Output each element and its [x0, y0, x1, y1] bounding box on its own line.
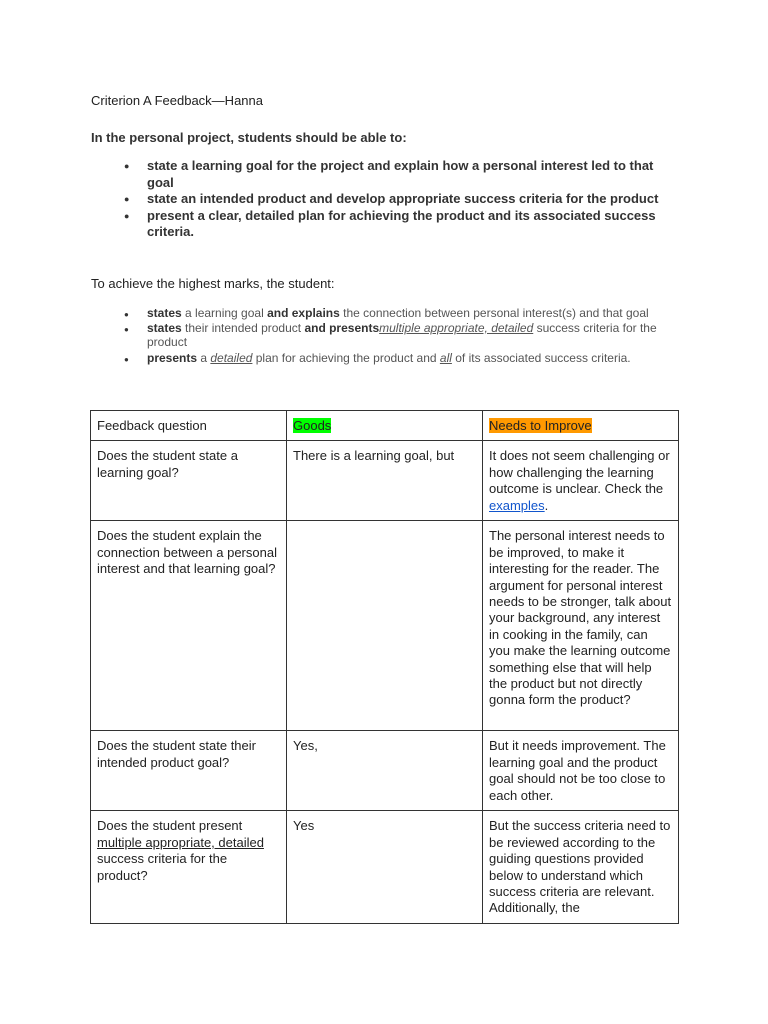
list-item: ● state a learning goal for the project and explain how a personal interest led to that goal: [120, 158, 680, 191]
table-row: [91, 441, 679, 521]
header-cell: Feedback question: [91, 411, 287, 441]
document-title: Criterion A Feedback—Hanna: [91, 93, 263, 108]
objectives-list: [120, 158, 680, 241]
table-cell: There is a learning goal, but: [287, 441, 483, 521]
list-item: ● presents a detailed plan for achieving the product and all of its associated success criteria.: [120, 351, 680, 366]
achieve-heading: To achieve the highest marks, the student:: [91, 276, 335, 291]
table-row: [91, 811, 679, 923]
table-cell: [287, 521, 483, 731]
header-cell: Goods: [287, 411, 483, 441]
list-item: ● states their intended product and presentsmultiple appropriate, detailed success criteria for the product: [120, 321, 680, 350]
table-cell: It does not seem challenging or how challenging the learning outcome is unclear. Check the examples.: [483, 441, 679, 521]
table-cell: Yes: [287, 811, 483, 923]
feedback-table: [90, 410, 679, 924]
table-header-row: [91, 411, 679, 441]
table-row: [91, 731, 679, 811]
table-cell: Does the student present multiple appropriate, detailed success criteria for the product?: [91, 811, 287, 923]
list-item: ● state an intended product and develop appropriate success criteria for the product: [120, 191, 680, 208]
list-item: ● present a clear, detailed plan for achieving the product and its associated success criteria.: [120, 208, 680, 241]
table-cell: Does the student explain the connection between a personal interest and that learning goal?: [91, 521, 287, 731]
table-cell: But the success criteria need to be reviewed according to the guiding questions provided below to understand which success criteria are relevant. Additionally, the: [483, 811, 679, 923]
table-cell: Yes,: [287, 731, 483, 811]
criteria-list: [120, 306, 680, 366]
intro-heading: In the personal project, students should be able to:: [91, 130, 407, 145]
table-cell: Does the student state their intended product goal?: [91, 731, 287, 811]
header-cell: Needs to Improve: [483, 411, 679, 441]
examples-link[interactable]: examples: [489, 497, 545, 513]
table-cell: Does the student state a learning goal?: [91, 441, 287, 521]
table-cell: But it needs improvement. The learning goal and the product goal should not be too close to each other.: [483, 731, 679, 811]
table-cell: The personal interest needs to be improved, to make it interesting for the reader. The argument for personal interest needs to be stronger, talk about your background, any interest in cooking in the family, can you make the learning outcome something else that will help the product but not directly gonna form the product?: [483, 521, 679, 731]
list-item: ● states a learning goal and explains the connection between personal interest(s) and that goal: [120, 306, 680, 321]
table-row: [91, 521, 679, 731]
